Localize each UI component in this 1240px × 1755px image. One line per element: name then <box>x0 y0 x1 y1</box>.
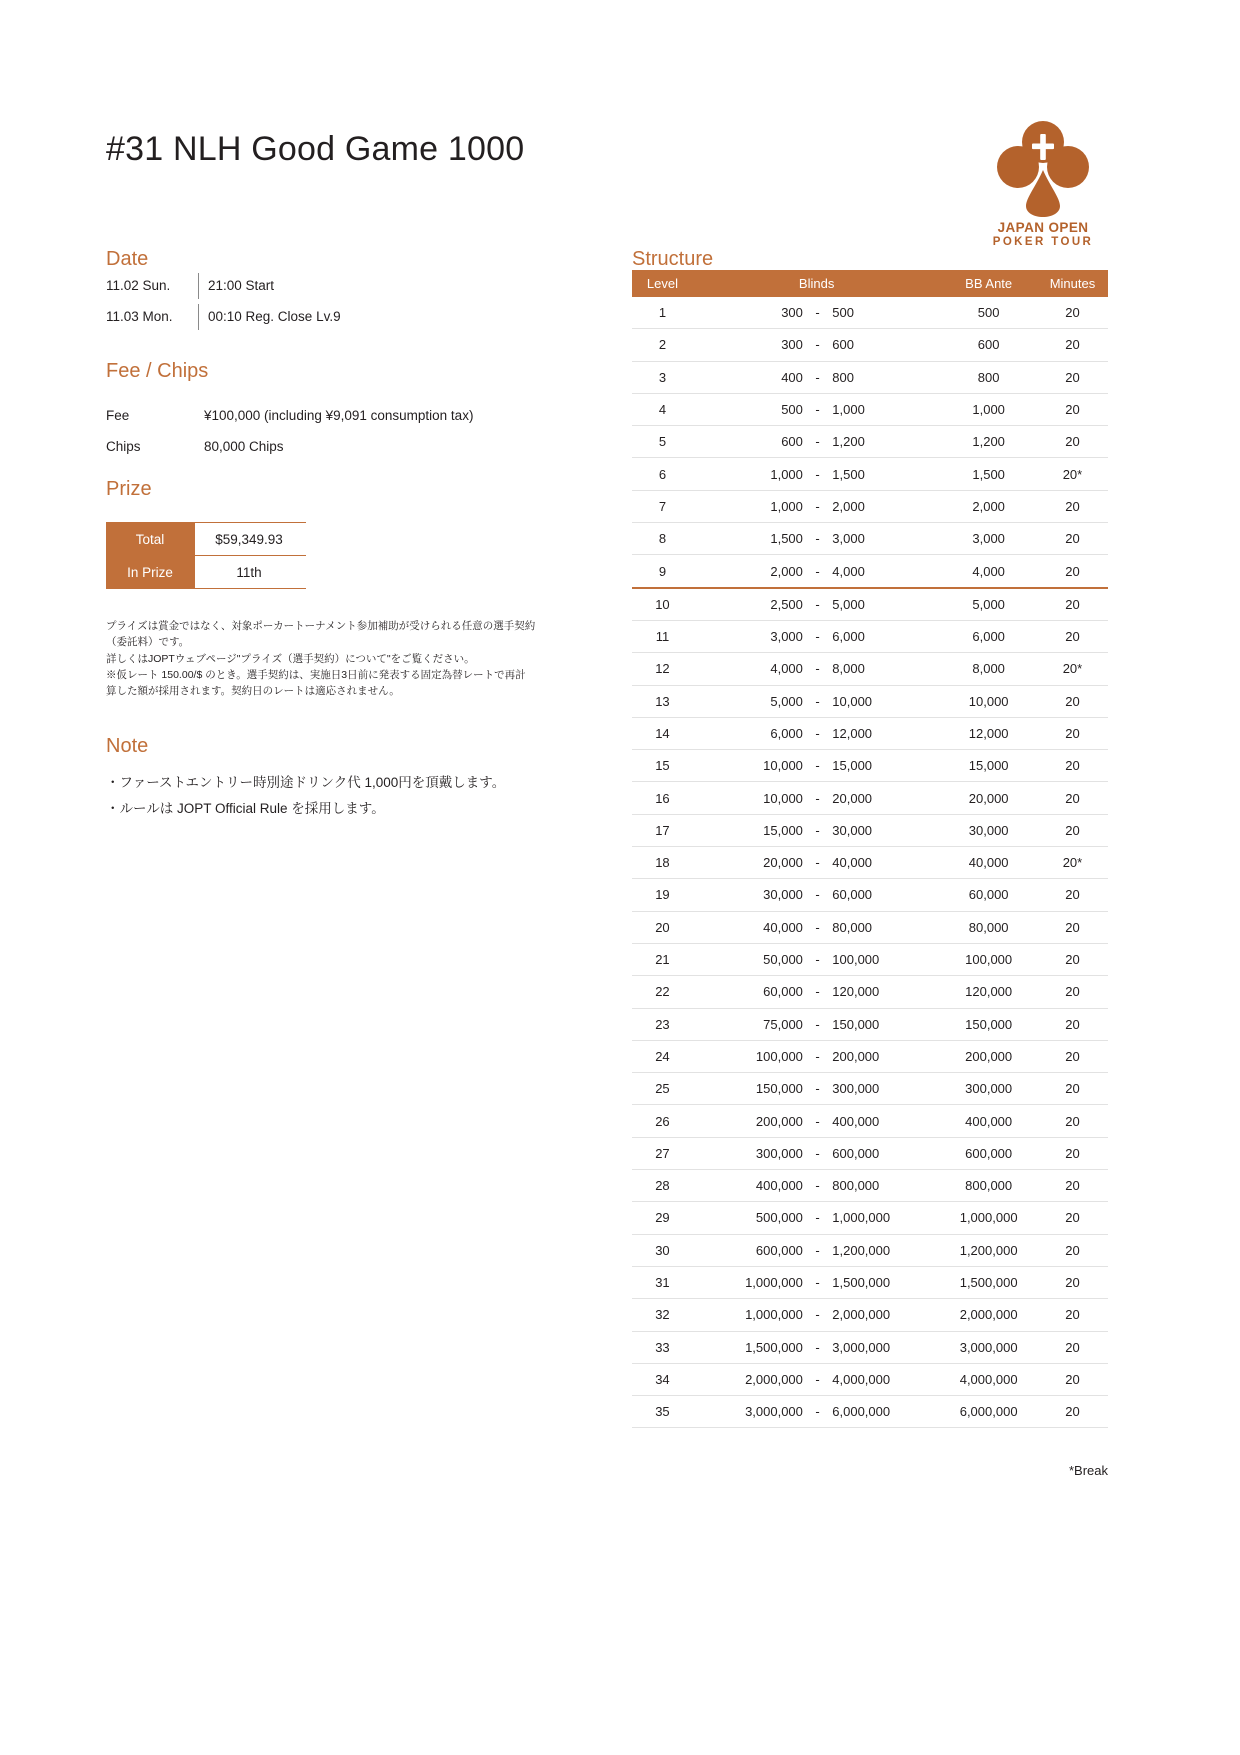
cell-bb-ante: 1,000 <box>940 393 1037 425</box>
cell-bb-ante: 150,000 <box>940 1008 1037 1040</box>
cell-level: 33 <box>632 1331 693 1363</box>
cell-minutes: 20 <box>1037 976 1108 1008</box>
cell-blind-dash: - <box>807 393 828 425</box>
chips-row <box>106 431 626 462</box>
cell-minutes: 20 <box>1037 1299 1108 1331</box>
cell-level: 22 <box>632 976 693 1008</box>
cell-blind-dash: - <box>807 685 828 717</box>
break-note: *Break <box>1068 1463 1108 1478</box>
cell-blind-dash: - <box>807 1266 828 1298</box>
logo-line-1: JAPAN OPEN <box>997 220 1089 235</box>
cell-blind-dash: - <box>807 911 828 943</box>
cell-bb-ante: 1,200,000 <box>940 1234 1037 1266</box>
date-value: 00:10 Reg. Close Lv.9 <box>208 309 341 324</box>
logo-line-2: POKER TOUR <box>992 236 1094 248</box>
table-row <box>632 1040 1108 1072</box>
structure-table-body <box>632 297 1108 1428</box>
cell-bb-ante: 600 <box>940 329 1037 361</box>
cell-big-blind: 500 <box>828 297 940 329</box>
cell-bb-ante: 60,000 <box>940 879 1037 911</box>
cell-bb-ante: 2,000 <box>940 490 1037 522</box>
prize-row-total <box>106 522 306 556</box>
cell-blind-dash: - <box>807 588 828 621</box>
cell-bb-ante: 500 <box>940 297 1037 329</box>
jopt-logo <box>978 112 1108 262</box>
table-row <box>632 1073 1108 1105</box>
cell-small-blind: 100,000 <box>693 1040 807 1072</box>
cell-blind-dash: - <box>807 1137 828 1169</box>
cell-small-blind: 5,000 <box>693 685 807 717</box>
cell-blind-dash: - <box>807 717 828 749</box>
cell-big-blind: 1,200,000 <box>828 1234 940 1266</box>
fine-print-line: 算した額が採用されます。契約日のレートは適応されません。 <box>106 685 400 698</box>
cell-big-blind: 2,000,000 <box>828 1299 940 1331</box>
cell-big-blind: 1,000 <box>828 393 940 425</box>
cell-small-blind: 600 <box>693 426 807 458</box>
table-row <box>632 717 1108 749</box>
cell-minutes: 20 <box>1037 1266 1108 1298</box>
clover-logo-icon <box>978 112 1108 220</box>
fee-value: ¥100,000 (including ¥9,091 consumption tax) <box>204 408 474 423</box>
cell-minutes: 20 <box>1037 361 1108 393</box>
cell-small-blind: 15,000 <box>693 814 807 846</box>
cell-level: 19 <box>632 879 693 911</box>
table-row <box>632 1266 1108 1298</box>
cell-minutes: 20 <box>1037 393 1108 425</box>
cell-blind-dash: - <box>807 1363 828 1395</box>
column-header-level: Level <box>632 270 693 297</box>
cell-small-blind: 200,000 <box>693 1105 807 1137</box>
table-row <box>632 588 1108 621</box>
cell-bb-ante: 1,000,000 <box>940 1202 1037 1234</box>
cell-level: 26 <box>632 1105 693 1137</box>
cell-level: 5 <box>632 426 693 458</box>
table-row <box>632 782 1108 814</box>
cell-blind-dash: - <box>807 490 828 522</box>
table-row <box>632 426 1108 458</box>
cell-big-blind: 150,000 <box>828 1008 940 1040</box>
table-row <box>632 879 1108 911</box>
table-row <box>632 329 1108 361</box>
cell-small-blind: 6,000 <box>693 717 807 749</box>
cell-small-blind: 150,000 <box>693 1073 807 1105</box>
date-row <box>106 270 526 301</box>
table-row <box>632 490 1108 522</box>
cell-bb-ante: 8,000 <box>940 653 1037 685</box>
cell-small-blind: 20,000 <box>693 847 807 879</box>
cell-bb-ante: 80,000 <box>940 911 1037 943</box>
cell-blind-dash: - <box>807 620 828 652</box>
cell-bb-ante: 100,000 <box>940 943 1037 975</box>
cell-small-blind: 40,000 <box>693 911 807 943</box>
cell-blind-dash: - <box>807 1234 828 1266</box>
cell-big-blind: 4,000 <box>828 555 940 588</box>
cell-blind-dash: - <box>807 1073 828 1105</box>
note-item: ・ファーストエントリー時別途ドリンク代 1,000円を頂戴します。 <box>106 775 506 790</box>
cell-level: 16 <box>632 782 693 814</box>
table-row <box>632 1202 1108 1234</box>
cell-small-blind: 1,000 <box>693 490 807 522</box>
cell-bb-ante: 4,000,000 <box>940 1363 1037 1395</box>
cell-minutes: 20 <box>1037 1008 1108 1040</box>
cell-blind-dash: - <box>807 653 828 685</box>
table-row <box>632 750 1108 782</box>
cell-level: 25 <box>632 1073 693 1105</box>
cell-big-blind: 120,000 <box>828 976 940 1008</box>
cell-bb-ante: 12,000 <box>940 717 1037 749</box>
section-heading-fee-chips: Fee / Chips <box>106 360 209 382</box>
cell-big-blind: 3,000 <box>828 523 940 555</box>
cell-bb-ante: 200,000 <box>940 1040 1037 1072</box>
cell-level: 12 <box>632 653 693 685</box>
cell-level: 30 <box>632 1234 693 1266</box>
prize-in-prize-value: 11th <box>194 556 303 588</box>
cell-minutes: 20 <box>1037 717 1108 749</box>
cell-level: 11 <box>632 620 693 652</box>
cell-small-blind: 1,000,000 <box>693 1299 807 1331</box>
cell-big-blind: 600,000 <box>828 1137 940 1169</box>
cell-small-blind: 3,000,000 <box>693 1396 807 1428</box>
cell-minutes: 20 <box>1037 1363 1108 1395</box>
table-row <box>632 297 1108 329</box>
structure-table-wrapper <box>632 270 1108 1478</box>
fine-print-line: 詳しくはJOPTウェブページ"プライズ（選手契約）について"をご覧ください。 <box>106 652 475 665</box>
cell-bb-ante: 300,000 <box>940 1073 1037 1105</box>
cell-big-blind: 4,000,000 <box>828 1363 940 1395</box>
table-row <box>632 976 1108 1008</box>
cell-big-blind: 20,000 <box>828 782 940 814</box>
cell-small-blind: 75,000 <box>693 1008 807 1040</box>
cell-minutes: 20 <box>1037 1137 1108 1169</box>
cell-level: 15 <box>632 750 693 782</box>
cell-small-blind: 10,000 <box>693 782 807 814</box>
cell-bb-ante: 2,000,000 <box>940 1299 1037 1331</box>
cell-small-blind: 10,000 <box>693 750 807 782</box>
date-table <box>106 270 526 332</box>
cell-blind-dash: - <box>807 1396 828 1428</box>
cell-small-blind: 50,000 <box>693 943 807 975</box>
cell-minutes: 20* <box>1037 847 1108 879</box>
cell-small-blind: 500 <box>693 393 807 425</box>
cell-minutes: 20 <box>1037 555 1108 588</box>
cell-bb-ante: 1,500 <box>940 458 1037 490</box>
cell-small-blind: 300 <box>693 297 807 329</box>
table-row <box>632 814 1108 846</box>
cell-small-blind: 4,000 <box>693 653 807 685</box>
cell-big-blind: 1,200 <box>828 426 940 458</box>
cell-level: 18 <box>632 847 693 879</box>
cell-minutes: 20 <box>1037 685 1108 717</box>
cell-small-blind: 3,000 <box>693 620 807 652</box>
prize-total-label: Total <box>106 523 194 555</box>
cell-minutes: 20 <box>1037 426 1108 458</box>
date-label: 11.02 Sun. <box>106 278 171 293</box>
cell-blind-dash: - <box>807 1202 828 1234</box>
section-heading-date: Date <box>106 248 149 270</box>
cell-bb-ante: 1,200 <box>940 426 1037 458</box>
cell-bb-ante: 30,000 <box>940 814 1037 846</box>
section-heading-structure: Structure <box>632 248 714 270</box>
cell-bb-ante: 15,000 <box>940 750 1037 782</box>
cell-bb-ante: 40,000 <box>940 847 1037 879</box>
cell-level: 8 <box>632 523 693 555</box>
prize-total-value: $59,349.93 <box>194 523 303 555</box>
cell-blind-dash: - <box>807 329 828 361</box>
cell-minutes: 20 <box>1037 297 1108 329</box>
cell-blind-dash: - <box>807 555 828 588</box>
divider <box>198 273 199 299</box>
cell-minutes: 20* <box>1037 653 1108 685</box>
table-row <box>632 458 1108 490</box>
table-row <box>632 1234 1108 1266</box>
cell-small-blind: 400 <box>693 361 807 393</box>
cell-bb-ante: 120,000 <box>940 976 1037 1008</box>
table-row <box>632 1105 1108 1137</box>
cell-level: 24 <box>632 1040 693 1072</box>
cell-minutes: 20 <box>1037 1105 1108 1137</box>
cell-bb-ante: 800 <box>940 361 1037 393</box>
cell-bb-ante: 1,500,000 <box>940 1266 1037 1298</box>
prize-table <box>106 522 306 589</box>
fine-print-line: プライズは賞金ではなく、対象ポーカートーナメント参加補助が受けられる任意の選手契約 <box>106 620 536 632</box>
cell-level: 9 <box>632 555 693 588</box>
cell-bb-ante: 10,000 <box>940 685 1037 717</box>
table-row <box>632 847 1108 879</box>
cell-level: 34 <box>632 1363 693 1395</box>
cell-level: 4 <box>632 393 693 425</box>
cell-minutes: 20 <box>1037 814 1108 846</box>
cell-big-blind: 8,000 <box>828 653 940 685</box>
chips-value: 80,000 Chips <box>204 439 284 454</box>
cell-minutes: 20 <box>1037 943 1108 975</box>
cell-bb-ante: 3,000,000 <box>940 1331 1037 1363</box>
cell-level: 1 <box>632 297 693 329</box>
fine-print-line: （委託料）です。 <box>106 636 190 649</box>
table-row <box>632 943 1108 975</box>
cell-blind-dash: - <box>807 1008 828 1040</box>
cell-big-blind: 800 <box>828 361 940 393</box>
cell-level: 10 <box>632 588 693 621</box>
cell-big-blind: 1,500 <box>828 458 940 490</box>
cell-minutes: 20 <box>1037 911 1108 943</box>
table-row <box>632 1137 1108 1169</box>
table-row <box>632 1170 1108 1202</box>
cell-minutes: 20 <box>1037 1234 1108 1266</box>
cell-big-blind: 6,000 <box>828 620 940 652</box>
divider <box>198 304 199 330</box>
table-row <box>632 911 1108 943</box>
cell-small-blind: 60,000 <box>693 976 807 1008</box>
cell-minutes: 20 <box>1037 329 1108 361</box>
fee-chips-table <box>106 400 626 462</box>
cell-big-blind: 12,000 <box>828 717 940 749</box>
cell-small-blind: 2,000 <box>693 555 807 588</box>
section-heading-note: Note <box>106 735 149 757</box>
cell-minutes: 20 <box>1037 1396 1108 1428</box>
cell-level: 7 <box>632 490 693 522</box>
cell-level: 3 <box>632 361 693 393</box>
column-header-blinds: Blinds <box>693 270 941 297</box>
cell-level: 32 <box>632 1299 693 1331</box>
cell-minutes: 20 <box>1037 879 1108 911</box>
date-row <box>106 301 526 332</box>
cell-level: 21 <box>632 943 693 975</box>
cell-blind-dash: - <box>807 1299 828 1331</box>
cell-big-blind: 60,000 <box>828 879 940 911</box>
cell-blind-dash: - <box>807 523 828 555</box>
cell-big-blind: 2,000 <box>828 490 940 522</box>
cell-big-blind: 600 <box>828 329 940 361</box>
cell-small-blind: 1,000 <box>693 458 807 490</box>
structure-table-head <box>632 270 1108 297</box>
cell-bb-ante: 6,000 <box>940 620 1037 652</box>
cell-big-blind: 3,000,000 <box>828 1331 940 1363</box>
cell-small-blind: 1,500 <box>693 523 807 555</box>
cell-big-blind: 100,000 <box>828 943 940 975</box>
date-value: 21:00 Start <box>208 278 275 293</box>
cell-minutes: 20 <box>1037 588 1108 621</box>
cell-blind-dash: - <box>807 976 828 1008</box>
cell-bb-ante: 3,000 <box>940 523 1037 555</box>
cell-big-blind: 800,000 <box>828 1170 940 1202</box>
cell-blind-dash: - <box>807 879 828 911</box>
prize-in-prize-label: In Prize <box>106 556 194 588</box>
cell-level: 28 <box>632 1170 693 1202</box>
section-heading-prize: Prize <box>106 478 152 500</box>
cell-bb-ante: 20,000 <box>940 782 1037 814</box>
cell-level: 13 <box>632 685 693 717</box>
cell-level: 17 <box>632 814 693 846</box>
cell-level: 29 <box>632 1202 693 1234</box>
fine-print-line: ※仮レート 150.00/$ のとき。選手契約は、実施日3日前に発表する固定為替レートで再計 <box>106 668 526 681</box>
cell-bb-ante: 5,000 <box>940 588 1037 621</box>
structure-header-row <box>632 270 1108 297</box>
table-row <box>632 653 1108 685</box>
cell-small-blind: 300 <box>693 329 807 361</box>
cell-small-blind: 400,000 <box>693 1170 807 1202</box>
cell-blind-dash: - <box>807 1331 828 1363</box>
note-item: ・ルールは JOPT Official Rule を採用します。 <box>106 801 385 817</box>
cell-level: 2 <box>632 329 693 361</box>
cell-bb-ante: 6,000,000 <box>940 1396 1037 1428</box>
cell-blind-dash: - <box>807 750 828 782</box>
cell-small-blind: 30,000 <box>693 879 807 911</box>
cell-level: 6 <box>632 458 693 490</box>
cell-bb-ante: 4,000 <box>940 555 1037 588</box>
chips-label: Chips <box>106 439 141 454</box>
cell-level: 27 <box>632 1137 693 1169</box>
cell-minutes: 20 <box>1037 620 1108 652</box>
prize-row-in-prize <box>106 556 306 589</box>
table-row <box>632 1008 1108 1040</box>
cell-big-blind: 1,500,000 <box>828 1266 940 1298</box>
cell-small-blind: 2,000,000 <box>693 1363 807 1395</box>
structure-table <box>632 270 1108 1428</box>
cell-level: 31 <box>632 1266 693 1298</box>
table-row <box>632 685 1108 717</box>
table-row <box>632 1363 1108 1395</box>
cell-blind-dash: - <box>807 426 828 458</box>
table-row <box>632 620 1108 652</box>
cell-level: 23 <box>632 1008 693 1040</box>
cell-big-blind: 5,000 <box>828 588 940 621</box>
cell-minutes: 20 <box>1037 1331 1108 1363</box>
cell-big-blind: 400,000 <box>828 1105 940 1137</box>
date-label: 11.03 Mon. <box>106 309 173 324</box>
cell-minutes: 20 <box>1037 1202 1108 1234</box>
table-row <box>632 361 1108 393</box>
cell-bb-ante: 800,000 <box>940 1170 1037 1202</box>
cell-minutes: 20 <box>1037 1170 1108 1202</box>
table-row <box>632 555 1108 588</box>
cell-small-blind: 1,000,000 <box>693 1266 807 1298</box>
cell-small-blind: 500,000 <box>693 1202 807 1234</box>
cell-blind-dash: - <box>807 1170 828 1202</box>
cell-bb-ante: 400,000 <box>940 1105 1037 1137</box>
table-row <box>632 393 1108 425</box>
cell-big-blind: 30,000 <box>828 814 940 846</box>
cell-minutes: 20 <box>1037 490 1108 522</box>
cell-level: 20 <box>632 911 693 943</box>
cell-blind-dash: - <box>807 1040 828 1072</box>
cell-big-blind: 6,000,000 <box>828 1396 940 1428</box>
column-header-bb-ante: BB Ante <box>940 270 1037 297</box>
cell-big-blind: 10,000 <box>828 685 940 717</box>
cell-big-blind: 1,000,000 <box>828 1202 940 1234</box>
column-header-minutes: Minutes <box>1037 270 1108 297</box>
cell-big-blind: 200,000 <box>828 1040 940 1072</box>
cell-big-blind: 15,000 <box>828 750 940 782</box>
cell-minutes: 20* <box>1037 458 1108 490</box>
table-row <box>632 523 1108 555</box>
table-row <box>632 1331 1108 1363</box>
cell-small-blind: 300,000 <box>693 1137 807 1169</box>
cell-minutes: 20 <box>1037 750 1108 782</box>
cell-bb-ante: 600,000 <box>940 1137 1037 1169</box>
cell-blind-dash: - <box>807 847 828 879</box>
cell-blind-dash: - <box>807 943 828 975</box>
cell-blind-dash: - <box>807 1105 828 1137</box>
cell-level: 35 <box>632 1396 693 1428</box>
cell-level: 14 <box>632 717 693 749</box>
table-row <box>632 1396 1108 1428</box>
cell-blind-dash: - <box>807 297 828 329</box>
cell-big-blind: 300,000 <box>828 1073 940 1105</box>
cell-blind-dash: - <box>807 782 828 814</box>
cell-blind-dash: - <box>807 458 828 490</box>
table-row <box>632 1299 1108 1331</box>
cell-small-blind: 2,500 <box>693 588 807 621</box>
cell-blind-dash: - <box>807 361 828 393</box>
cell-big-blind: 80,000 <box>828 911 940 943</box>
fee-row <box>106 400 626 431</box>
cell-minutes: 20 <box>1037 523 1108 555</box>
cell-blind-dash: - <box>807 814 828 846</box>
fee-label: Fee <box>106 408 130 423</box>
cell-big-blind: 40,000 <box>828 847 940 879</box>
cell-minutes: 20 <box>1037 1073 1108 1105</box>
note-list <box>106 770 666 823</box>
cell-small-blind: 1,500,000 <box>693 1331 807 1363</box>
cell-minutes: 20 <box>1037 782 1108 814</box>
cell-small-blind: 600,000 <box>693 1234 807 1266</box>
cell-minutes: 20 <box>1037 1040 1108 1072</box>
page-title: #31 NLH Good Game 1000 <box>106 130 525 168</box>
